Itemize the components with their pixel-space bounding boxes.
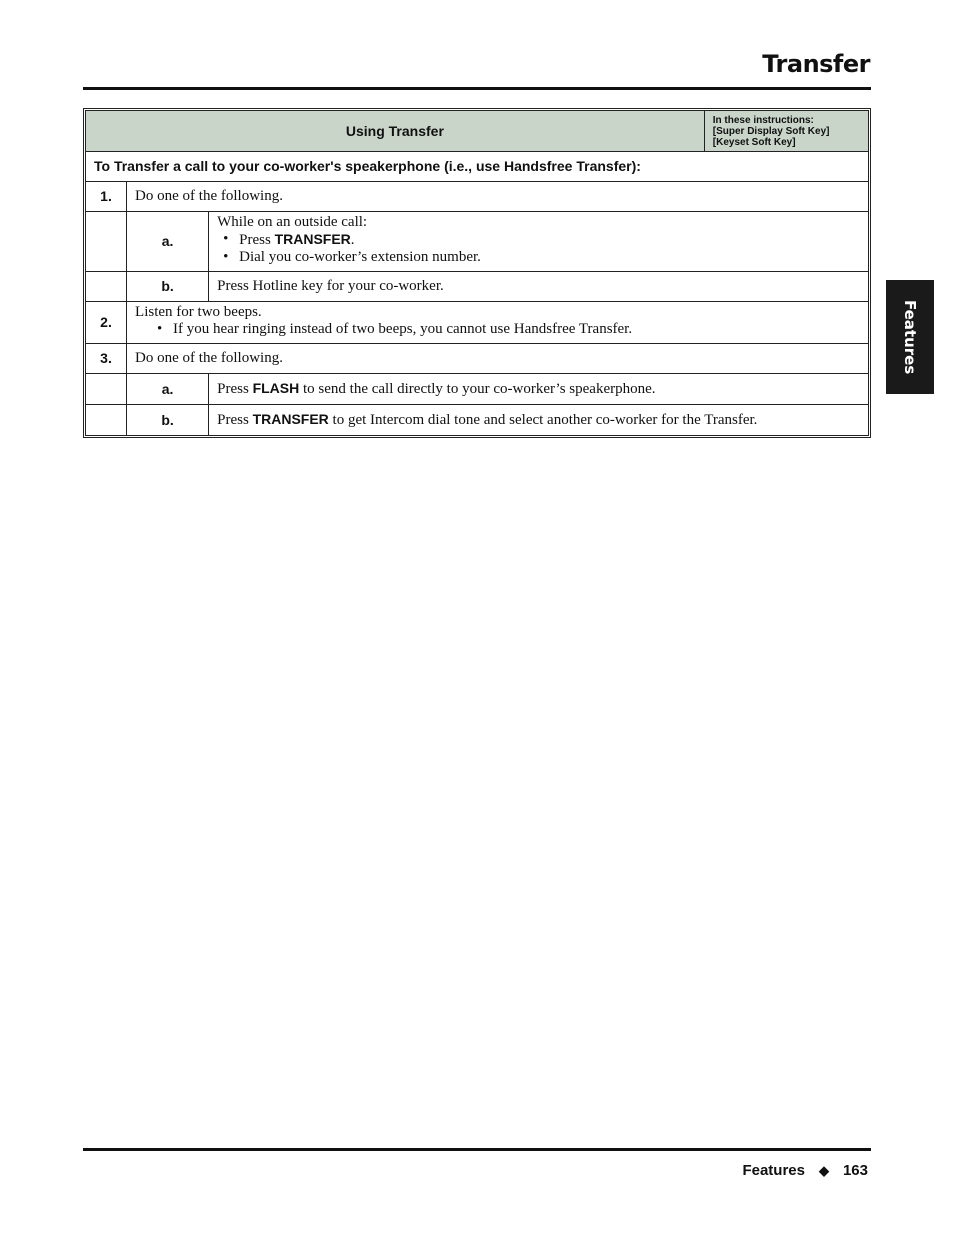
footer-section: Features [742,1162,805,1179]
intro-row [86,152,869,182]
footer-rule [83,1148,871,1151]
instructions-note [704,111,868,152]
page-number: 163 [842,1162,868,1179]
substep-text [209,374,869,405]
list-item [239,231,860,249]
list-item: • Dial you co-worker’s extension number. [239,249,860,266]
section-tab[interactable] [886,280,934,394]
table-row [86,405,869,436]
transfer-key: TRANSFER [252,411,329,427]
note-line: In these instructions: [712,114,814,126]
table-row [86,344,869,374]
table-row [86,374,869,405]
bullet-text: . [350,232,355,248]
empty-cell [86,212,127,272]
note-line: [Super Display Soft Key] [712,125,830,137]
flash-key: FLASH [252,380,300,396]
substep-text: Press Hotline key for your co-worker. [209,272,869,302]
empty-cell [86,272,127,302]
table-heading: Using Transfer [86,111,705,152]
table-row [86,302,869,344]
section-tab-label: Features [901,299,919,375]
substep-text-part: Press [217,412,253,428]
substep-label: b. [127,272,209,302]
substep-text [209,405,869,436]
step-number: 2. [86,302,127,344]
substep-label: a. [127,374,209,405]
step-text: Do one of the following. [127,182,869,212]
page-footer [742,1162,868,1179]
table-row [86,212,869,272]
empty-cell [86,405,127,436]
step-text: Do one of the following. [127,344,869,374]
substep-text-part: Press [217,381,253,397]
table-row [86,272,869,302]
step-text [127,302,869,344]
intro-text: To Transfer a call to your co-worker's speakerphone (i.e., use Handsfree Transfer): [86,152,869,182]
substep-lead: While on an outside call: [217,214,368,230]
header-rule [83,87,871,90]
step-number: 3. [86,344,127,374]
page-title: Transfer [762,50,870,78]
substep-text-part: to get Intercom dial tone and select another co-worker for the Transfer. [328,412,758,428]
table-header-row [86,111,869,152]
list-item: • If you hear ringing instead of two beeps, you cannot use Handsfree Transfer. [173,321,860,338]
step-lead: Listen for two beeps. [135,304,262,320]
instructions-table [83,108,871,438]
step-number: 1. [86,182,127,212]
diamond-icon: ◆ [818,1162,829,1178]
bullet-text: Press [239,232,275,248]
transfer-key: TRANSFER [274,231,351,247]
note-line: [Keyset Soft Key] [712,136,796,148]
substep-text [209,212,869,272]
empty-cell [86,374,127,405]
substep-label: b. [127,405,209,436]
substep-text-part: to send the call directly to your co-worker’s speakerphone. [299,381,656,397]
table-row [86,182,869,212]
substep-label: a. [127,212,209,272]
